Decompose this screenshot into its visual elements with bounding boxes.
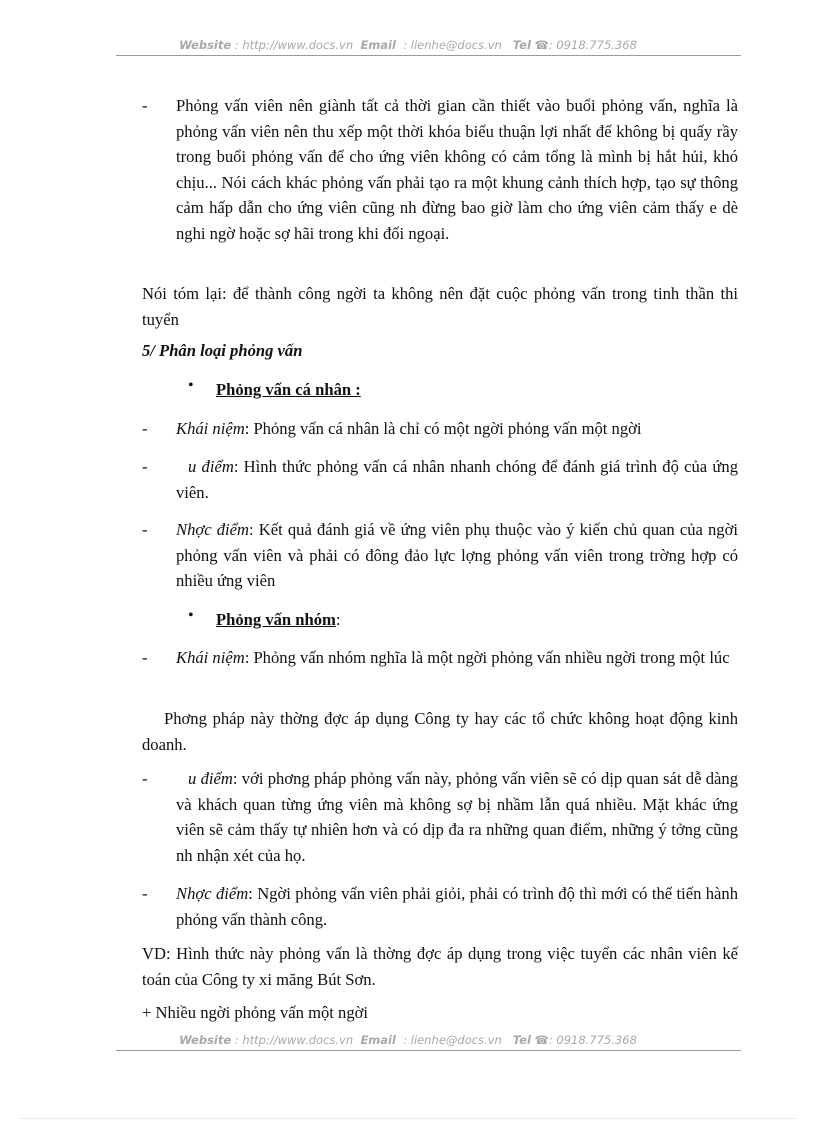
tel-label: Tel [512, 38, 531, 52]
section-heading: 5/ Phân loại phỏng vấn [142, 341, 303, 360]
tel-number: : 0918.775.368 [548, 38, 637, 52]
advantage-label: u điểm [188, 769, 233, 788]
advantage-text: : với phơng pháp phỏng vấn này, phỏng vấn viên sẽ có dịp quan sát dễ dàng và khách quan từng ứng viên mà không sợ bị nhầm lẫn quá nhiều. Mặt khác ứng viên sẽ cảm thấy tự nhiên hơn và có dịp đa ra những quan điểm, những ý tởng cũng nh nhận xét của họ. [176, 769, 738, 865]
interview-paragraph: Phỏng vấn viên nên giành tất cả thời gian cần thiết vào buổi phỏng vấn, nghĩa là phỏng vấn viên nên thu xếp một thời khóa biểu thuận lợi nhất để không bị quấy rầy trong buổi phỏng vấn để cho ứng viên không có cảm tổng là mình bị hắt hủi, khó chịu... Nói cách khác phỏng vấn phải tạo ra một khung cảnh thích hợp, tạo sự thông cảm hấp dẫn cho ứng viên cũng nh đừng bao giờ làm cho ứng viên cảm thấy e dè nghi ngờ hoặc sợ hãi trong khi đối ngoại. [176, 96, 738, 243]
method-paragraph: Phơng pháp này thờng đợc áp dụng Công ty hay các tổ chức không hoạt động kinh doanh. [142, 709, 738, 754]
page-header [0, 38, 816, 52]
footer-divider [116, 1050, 741, 1051]
phone-icon: ☎ [534, 1033, 549, 1047]
website-label: Website [179, 38, 232, 52]
disadvantage-label: Nhợc điểm [176, 884, 249, 903]
list-dash: - [142, 769, 148, 788]
email-address[interactable]: : lienhe@docs.vn [403, 1033, 502, 1047]
list-dash: - [142, 884, 148, 903]
individual-advantage [176, 454, 738, 505]
group-disadvantage [176, 881, 738, 932]
concept-text: : Phỏng vấn nhóm nghĩa là một ngời phỏng vấn nhiều ngời trong một lúc [244, 648, 730, 667]
individual-interview-heading: Phỏng vấn cá nhân : [216, 380, 361, 399]
list-dash: - [142, 96, 148, 115]
disadvantage-text: : Kết quả đánh giá về ứng viên phụ thuộc vào ý kiến chủ quan của ngời phỏng vấn viên và phải có đông đảo lực lợng phỏng vấn viên trong trờng hợp có nhiều ứng viên [176, 520, 738, 590]
page-edge-divider [20, 1118, 796, 1119]
bullet-icon: • [188, 377, 194, 394]
summary-paragraph: Nói tóm lại: để thành công ngời ta không nên đặt cuộc phỏng vấn trong tinh thần thi tuyển [142, 284, 738, 329]
individual-disadvantage [176, 517, 738, 594]
tel-number: : 0918.775.368 [548, 1033, 637, 1047]
concept-label: Khái niệm [176, 419, 245, 438]
individual-concept [176, 416, 738, 442]
concept-label: Khái niệm [176, 648, 245, 667]
tel-label: Tel [512, 1033, 531, 1047]
phone-icon: ☎ [534, 38, 549, 52]
website-url[interactable]: : http://www.docs.vn [234, 1033, 354, 1047]
page-footer [0, 1033, 816, 1047]
disadvantage-text: : Ngời phỏng vấn viên phải giỏi, phải có trình độ thì mới có thể tiến hành phỏng vấn thành công. [176, 884, 738, 929]
list-dash: - [142, 520, 148, 539]
bullet-icon: • [188, 607, 194, 624]
last-line: + Nhiều ngời phỏng vấn một ngời [142, 1003, 369, 1022]
email-address[interactable]: : lienhe@docs.vn [403, 38, 502, 52]
list-dash: - [142, 419, 148, 438]
header-divider [116, 55, 741, 56]
concept-text: : Phỏng vấn cá nhân là chỉ có một ngời phỏng vấn một ngời [244, 419, 642, 438]
advantage-label: u điểm [188, 457, 234, 476]
disadvantage-label: Nhợc điểm [176, 520, 249, 539]
advantage-text: : Hình thức phỏng vấn cá nhân nhanh chóng để đánh giá trình độ của ứng viên. [176, 457, 738, 502]
group-advantage [176, 766, 738, 868]
example-paragraph: VD: Hình thức này phỏng vấn là thờng đợc áp dụng trong việc tuyển các nhân viên kế toán của Công ty xi măng Bút Sơn. [142, 944, 738, 989]
group-heading-colon: : [335, 610, 341, 629]
email-label: Email [360, 1033, 396, 1047]
website-url[interactable]: : http://www.docs.vn [234, 38, 354, 52]
group-interview-heading [216, 607, 341, 633]
email-label: Email [360, 38, 396, 52]
group-heading-text: Phỏng vấn nhóm [216, 610, 336, 629]
list-dash: - [142, 648, 148, 667]
website-label: Website [179, 1033, 232, 1047]
list-dash: - [142, 457, 148, 476]
group-concept [176, 645, 732, 671]
